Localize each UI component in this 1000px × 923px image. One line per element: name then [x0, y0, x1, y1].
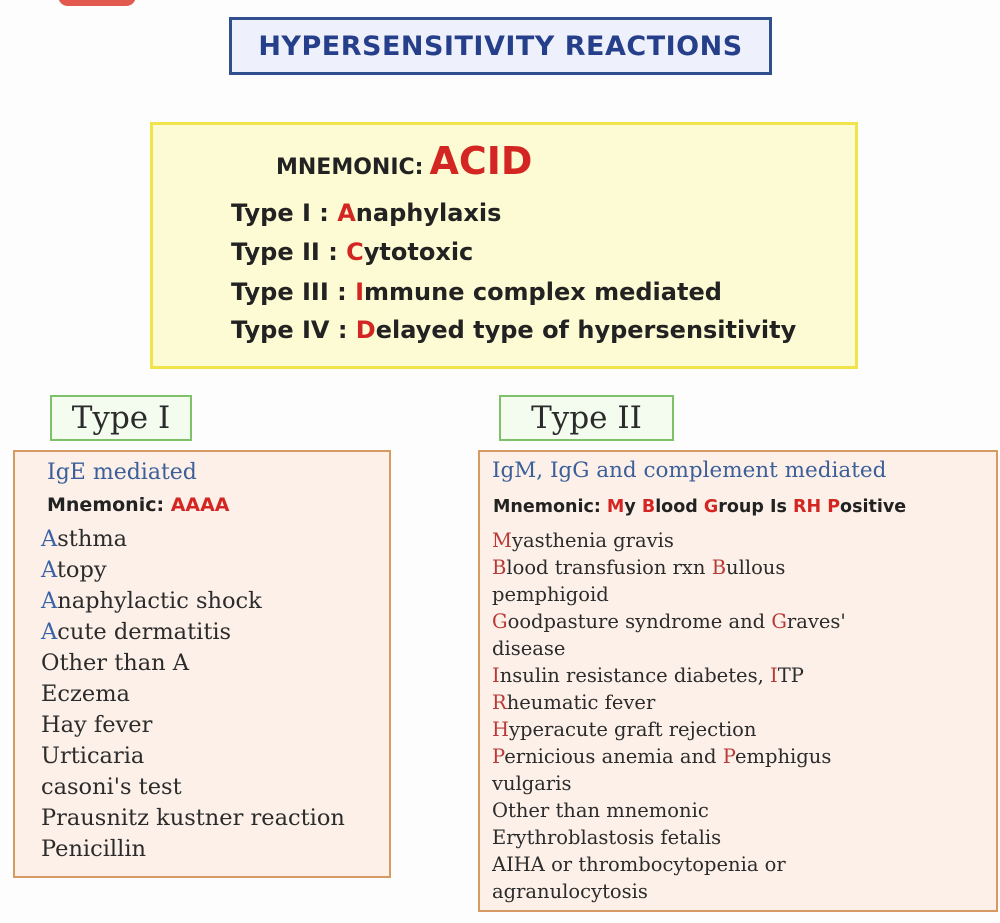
- list-item: [41, 741, 345, 772]
- item-text: vulgaris: [492, 772, 572, 795]
- list-item: [492, 608, 846, 635]
- item-initial: P: [722, 745, 735, 768]
- list-item: [41, 555, 345, 586]
- list-item: [492, 689, 846, 716]
- item-initial: B: [711, 556, 727, 579]
- type-2-list: [492, 527, 846, 905]
- list-item: [492, 662, 846, 689]
- mnemonic-part: ositive: [840, 497, 907, 517]
- item-text: Hay fever: [41, 712, 153, 738]
- list-item: [492, 770, 846, 797]
- item-initial: G: [492, 610, 508, 633]
- item-text: naphylactic shock: [57, 588, 262, 614]
- item-text: pemphigoid: [492, 583, 609, 606]
- item-text: Other than A: [41, 650, 190, 676]
- mnemonic-initial: B: [641, 497, 656, 517]
- type-line: [231, 278, 722, 306]
- corner-decoration: [58, 0, 136, 6]
- item-text: agranulocytosis: [492, 880, 648, 903]
- type-initial: I: [355, 278, 365, 306]
- type-1-mnemonic-label: Mnemonic:: [47, 494, 171, 516]
- item-initial: A: [41, 588, 58, 614]
- item-initial: M: [492, 529, 512, 552]
- list-item: [492, 716, 846, 743]
- item-text: Penicillin: [41, 836, 147, 862]
- type-1-mnemonic: [47, 494, 230, 516]
- item-text: ullous: [726, 556, 786, 579]
- list-item: [492, 824, 846, 851]
- item-initial: A: [41, 619, 58, 645]
- title-banner: [229, 17, 772, 75]
- type-prefix: Type III :: [231, 278, 356, 306]
- item-text: Erythroblastosis fetalis: [492, 826, 722, 849]
- type-rest: ytotoxic: [363, 238, 474, 266]
- list-item: [41, 586, 345, 617]
- item-text: AIHA or thrombocytopenia or: [492, 853, 786, 876]
- list-item: [41, 834, 345, 865]
- list-item: [492, 527, 846, 554]
- item-initial: I: [492, 664, 500, 687]
- type-prefix: Type IV :: [231, 316, 356, 344]
- type-1-panel: [13, 450, 391, 878]
- list-item: [492, 743, 846, 770]
- mnemonic-part: y: [624, 497, 642, 517]
- list-item: [492, 581, 846, 608]
- mnemonic-part: Is: [769, 497, 793, 517]
- list-item: [492, 878, 846, 905]
- item-initial: P: [492, 745, 505, 768]
- type-2-tag: [499, 395, 674, 441]
- item-text: ernicious anemia and: [504, 745, 723, 768]
- item-text: heumatic fever: [506, 691, 656, 714]
- mnemonic-initial: P: [827, 497, 841, 517]
- type-rest: elayed type of hypersensitivity: [375, 316, 797, 344]
- item-text: raves': [786, 610, 846, 633]
- type-1-heading: IgE mediated: [47, 460, 197, 485]
- item-text: TP: [777, 664, 804, 687]
- item-text: nsulin resistance diabetes,: [499, 664, 770, 687]
- mnemonic-word: ACID: [429, 139, 533, 183]
- type-prefix: Type II :: [231, 238, 347, 266]
- type-prefix: Type I :: [231, 199, 338, 227]
- item-text: Eczema: [41, 681, 130, 707]
- item-initial: R: [492, 691, 507, 714]
- item-text: emphigus: [734, 745, 832, 768]
- list-item: [41, 524, 345, 555]
- item-text: disease: [492, 637, 566, 660]
- item-text: Urticaria: [41, 743, 145, 769]
- list-item: [41, 648, 345, 679]
- list-item: [41, 617, 345, 648]
- list-item: [41, 710, 345, 741]
- type-2-heading: IgM, IgG and complement mediated: [492, 458, 887, 483]
- acid-mnemonic-box: [150, 122, 858, 369]
- type-rest: mmune complex mediated: [364, 278, 722, 306]
- item-text: yasthenia gravis: [511, 529, 674, 552]
- type-2-mnemonic-label: Mnemonic:: [493, 497, 607, 517]
- page-title: HYPERSENSITIVITY REACTIONS: [258, 30, 743, 62]
- type-1-tag-label: Type I: [71, 400, 171, 436]
- list-item: [41, 803, 345, 834]
- mnemonic-heading: [276, 139, 532, 183]
- item-text: cute dermatitis: [57, 619, 232, 645]
- type-initial: C: [346, 238, 364, 266]
- item-initial: H: [492, 718, 510, 741]
- type-1-list: [41, 524, 345, 865]
- type-initial: D: [355, 316, 376, 344]
- item-initial: B: [492, 556, 507, 579]
- item-initial: A: [41, 557, 57, 583]
- item-text: yperacute graft rejection: [509, 718, 757, 741]
- item-text: topy: [56, 557, 107, 583]
- mnemonic-initial: RH: [793, 497, 822, 517]
- type-line: [231, 316, 796, 344]
- type-1-mnemonic-word: AAAA: [170, 494, 230, 516]
- item-initial: I: [770, 664, 778, 687]
- type-1-tag: [50, 395, 192, 441]
- mnemonic-label: MNEMONIC:: [276, 155, 424, 180]
- mnemonic-initial: M: [606, 497, 625, 517]
- item-text: casoni's test: [41, 774, 182, 800]
- list-item: [492, 635, 846, 662]
- list-item: [492, 554, 846, 581]
- type-initial: A: [337, 199, 356, 227]
- type-2-tag-label: Type II: [531, 400, 642, 436]
- list-item: [492, 797, 846, 824]
- list-item: [492, 851, 846, 878]
- item-text: lood transfusion rxn: [506, 556, 712, 579]
- mnemonic-part: roup: [718, 497, 770, 517]
- type-2-panel: [478, 450, 998, 912]
- list-item: [41, 772, 345, 803]
- list-item: [41, 679, 345, 710]
- type-rest: naphylaxis: [355, 199, 502, 227]
- type-line: [231, 199, 501, 227]
- item-text: Other than mnemonic: [492, 799, 709, 822]
- item-text: oodpasture syndrome and: [507, 610, 772, 633]
- type-2-mnemonic: [493, 497, 906, 517]
- mnemonic-initial: G: [703, 497, 719, 517]
- item-initial: G: [771, 610, 787, 633]
- type-line: [231, 238, 473, 266]
- item-initial: A: [41, 526, 58, 552]
- item-text: Prausnitz kustner reaction: [41, 805, 345, 831]
- item-text: sthma: [57, 526, 128, 552]
- mnemonic-part: lood: [655, 497, 704, 517]
